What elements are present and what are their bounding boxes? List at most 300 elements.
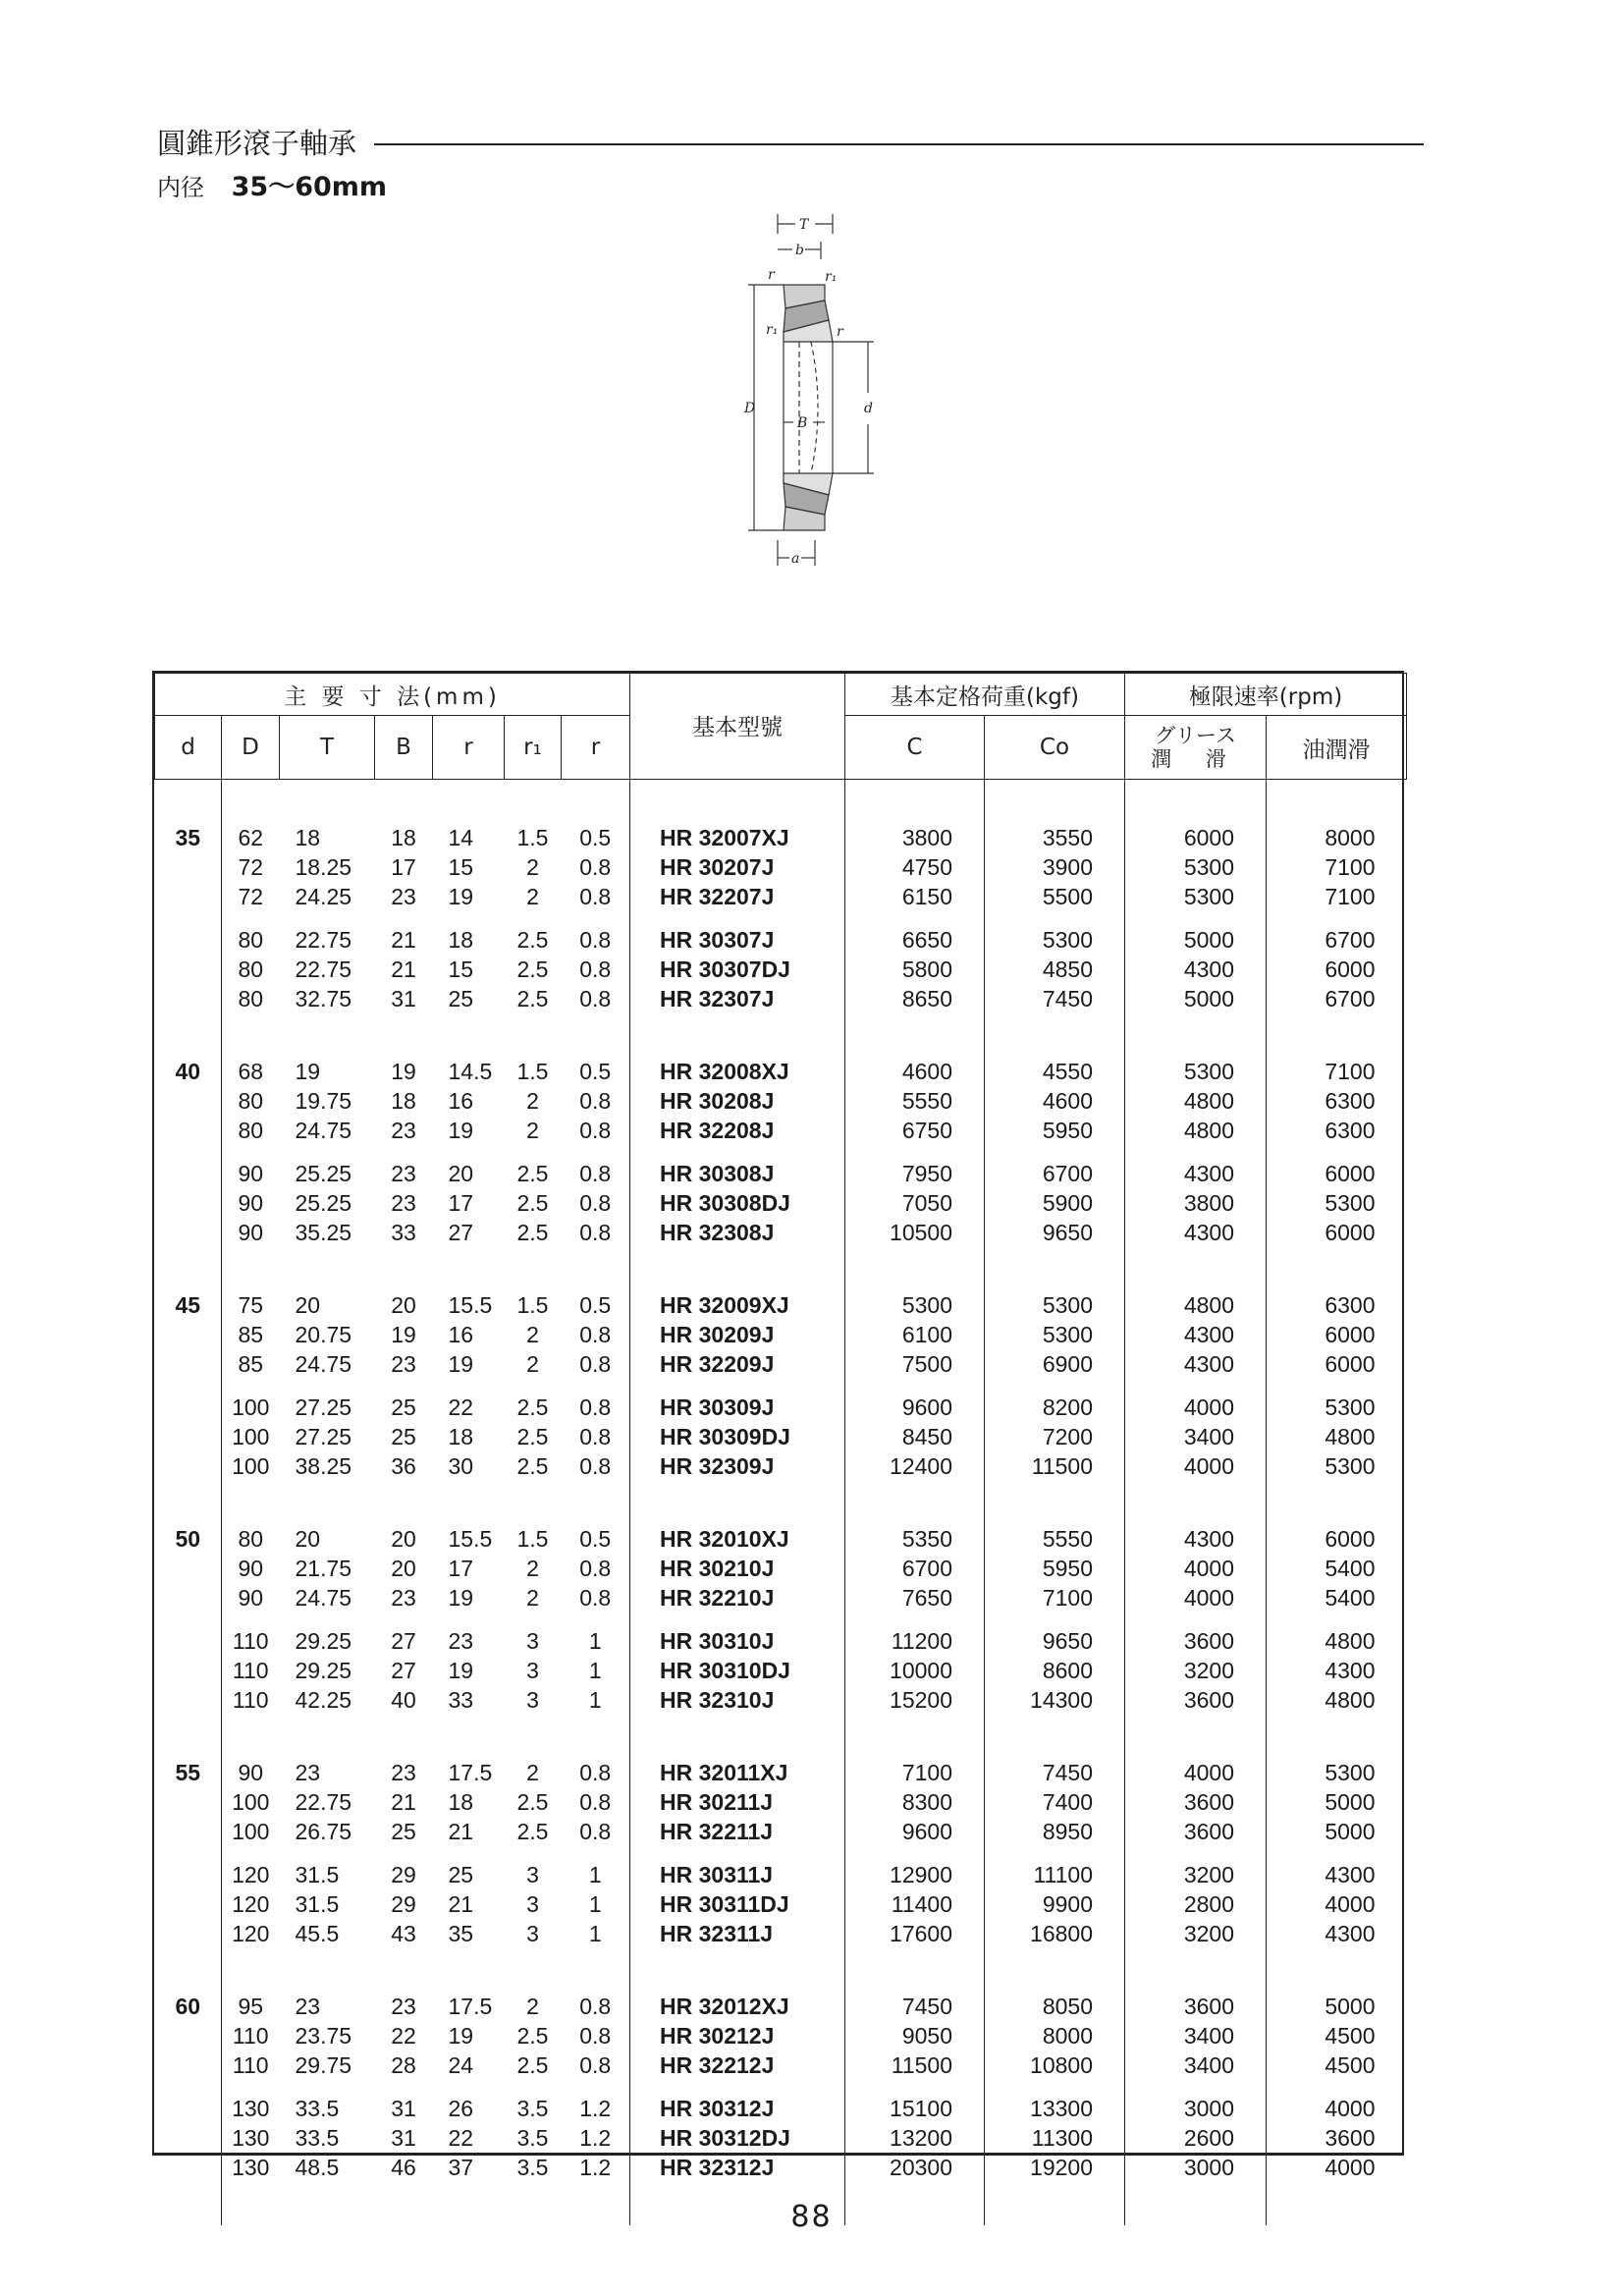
table-cell: 20: [295, 1292, 321, 1318]
table-cell: 120: [232, 1891, 270, 1917]
grease-line-2: 潤 滑: [1151, 747, 1240, 771]
table-cell: 26.75: [295, 1819, 352, 1844]
table-cell: 2: [526, 1351, 539, 1377]
table-cell: 45.5: [295, 1921, 340, 1946]
table-cell: 0.8: [579, 1190, 612, 1216]
table-cell: 5950: [1042, 1118, 1093, 1143]
table-cell: 5300: [901, 1292, 952, 1318]
table-cell: HR 30312J: [660, 2096, 775, 2121]
table-cell: 2600: [1183, 2125, 1234, 2151]
table-cell: 2.5: [516, 1424, 549, 1449]
table-cell: 7450: [901, 1994, 952, 2019]
table-cell: 31.5: [295, 1891, 340, 1917]
table-cell: 0.8: [579, 1220, 612, 1245]
table-cell: 33: [448, 1687, 474, 1713]
table-cell: 1: [588, 1921, 602, 1946]
spacer: [155, 1393, 222, 1422]
table-cell: 3.5: [516, 2155, 549, 2180]
table-cell: HR 30308DJ: [660, 1190, 790, 1216]
table-cell: 0.8: [579, 1118, 612, 1143]
table-cell: 3: [526, 1891, 539, 1917]
table-cell: 36: [391, 1453, 416, 1479]
table-cell: 4750: [901, 854, 952, 880]
table-cell: 100: [232, 1819, 270, 1844]
header-load-rating: 基本定格荷重(kgf): [845, 674, 1125, 716]
table-cell: HR 30310DJ: [660, 1658, 790, 1683]
col-Co: [985, 780, 1125, 2226]
table-cell: 6700: [1042, 1161, 1093, 1186]
bearing-table: [152, 671, 1404, 2180]
table-cell: 6000: [1325, 1351, 1376, 1377]
table-cell: 120: [232, 1862, 270, 1887]
table-cell: 5400: [1325, 1585, 1376, 1611]
table-cell: 3: [526, 1862, 539, 1887]
table-cell: 110: [232, 2023, 269, 2049]
table-cell: 3000: [1183, 2155, 1234, 2180]
table-cell: HR 30310J: [660, 1628, 775, 1654]
table-cell: 6000: [1325, 1526, 1376, 1552]
spacer: [155, 1451, 222, 1481]
table-cell: 16: [448, 1088, 474, 1114]
table-cell: 4500: [1325, 2052, 1376, 2078]
table-cell: 6700: [1325, 986, 1376, 1011]
table-cell: 22: [448, 2125, 474, 2151]
table-cell: 18.25: [295, 854, 352, 880]
table-cell: 6700: [901, 1556, 952, 1581]
table-cell: HR 30309DJ: [660, 1424, 790, 1449]
table-cell: 4800: [1325, 1687, 1376, 1713]
table-cell: 23: [448, 1628, 474, 1654]
table-cell: 4000: [1183, 1760, 1234, 1785]
table-cell: 5800: [901, 957, 952, 982]
table-cell: 1.5: [516, 1292, 549, 1318]
table-cell: 2: [526, 884, 539, 909]
spacer: [155, 955, 222, 984]
table-cell: 15.5: [448, 1526, 493, 1552]
table-cell: 23: [391, 1760, 416, 1785]
table-cell: 3800: [1183, 1190, 1234, 1216]
table-cell: 23.75: [295, 2023, 352, 2049]
table-cell: 8950: [1042, 1819, 1093, 1844]
col-header-C: C: [845, 716, 985, 780]
col-header-grease: [1125, 716, 1267, 780]
table-cell: 46: [391, 2155, 416, 2180]
table-cell: 11500: [891, 2052, 952, 2078]
table-cell: 7100: [1325, 854, 1376, 880]
table-cell: 21: [391, 957, 416, 982]
table-cell: 4800: [1325, 1628, 1376, 1654]
table-cell: 22: [391, 2023, 416, 2049]
table-cell: 9600: [901, 1819, 952, 1844]
col-header-B: B: [375, 716, 433, 780]
table-cell: 3600: [1325, 2125, 1376, 2151]
col-D: [222, 780, 280, 2226]
table-cell: 11400: [891, 1891, 952, 1917]
table-cell: 14300: [1030, 1687, 1093, 1713]
table-cell: 8450: [901, 1424, 952, 1449]
table-cell: 35: [448, 1921, 474, 1946]
table-cell: HR 32309J: [660, 1453, 775, 1479]
table-cell: 23: [391, 1585, 416, 1611]
table-cell: 23: [295, 1994, 321, 2019]
table-cell: 23: [391, 1118, 416, 1143]
table-cell: 2.5: [516, 957, 549, 982]
table-cell: 29.25: [295, 1628, 352, 1654]
table-cell: 29: [391, 1891, 416, 1917]
table-cell: 8600: [1042, 1658, 1093, 1683]
table-cell: 48.5: [295, 2155, 340, 2180]
table-cell: 0.8: [579, 2023, 612, 2049]
table-cell: 5300: [1042, 1322, 1093, 1347]
table-cell: 11200: [891, 1628, 952, 1654]
table-cell: 4000: [1183, 1394, 1234, 1420]
bore-diameter: 45: [175, 1292, 201, 1318]
table-cell: 22: [448, 1394, 474, 1420]
bore-diameter: 40: [175, 1059, 201, 1084]
table-cell: HR 30208J: [660, 1088, 775, 1114]
col-d: [155, 780, 222, 2226]
table-cell: 0.8: [579, 2052, 612, 2078]
table-cell: 17.5: [448, 1994, 493, 2019]
table-cell: 0.8: [579, 1556, 612, 1581]
table-cell: 18: [295, 825, 321, 850]
table-cell: 3600: [1183, 1687, 1234, 1713]
table-cell: 25: [448, 986, 474, 1011]
diagram-label-B: B: [797, 415, 808, 431]
table-cell: 7450: [1042, 986, 1093, 1011]
table-cell: 15: [448, 854, 474, 880]
diagram-label-T: T: [799, 217, 809, 233]
subtitle-label: 内径: [157, 174, 204, 201]
table-cell: 7450: [1042, 1760, 1093, 1785]
table-cell: 5300: [1042, 927, 1093, 953]
table-cell: 6000: [1325, 1322, 1376, 1347]
table-cell: 5300: [1325, 1453, 1376, 1479]
table-cell: 4300: [1183, 1220, 1234, 1245]
table-cell: 33.5: [295, 2125, 340, 2151]
table-cell: 7100: [901, 1760, 952, 1785]
table-cell: 0.8: [579, 1351, 612, 1377]
table-cell: 2: [526, 1760, 539, 1785]
table-cell: 4800: [1183, 1118, 1234, 1143]
diagram-label-a: a: [791, 551, 800, 567]
table-cell: 75: [238, 1292, 264, 1318]
table-cell: 24.25: [295, 884, 352, 909]
table-cell: 19: [295, 1059, 321, 1084]
table-cell: 3: [526, 1628, 539, 1654]
table-cell: 18: [448, 1789, 474, 1815]
header-model: 基本型號: [630, 674, 845, 780]
spacer: [155, 1656, 222, 1685]
table-cell: 1.5: [516, 1059, 549, 1084]
title-rule: [374, 143, 1424, 145]
table-cell: 4550: [1042, 1059, 1093, 1084]
table-cell: 27.25: [295, 1424, 352, 1449]
table-cell: 90: [238, 1190, 264, 1216]
col-header-r: r: [433, 716, 505, 780]
table-cell: 3600: [1183, 1628, 1234, 1654]
table-cell: 0.5: [579, 1059, 612, 1084]
table-cell: 10500: [890, 1220, 952, 1245]
table-cell: 4600: [901, 1059, 952, 1084]
table-cell: 0.8: [579, 854, 612, 880]
table-cell: 25: [448, 1862, 474, 1887]
table-cell: 4000: [1183, 1453, 1234, 1479]
table-cell: 1.2: [579, 2096, 612, 2121]
table-cell: 5000: [1325, 1994, 1376, 2019]
table-cell: 19.75: [295, 1088, 352, 1114]
table-cell: 8000: [1325, 825, 1376, 850]
table-cell: 3600: [1183, 1994, 1234, 2019]
table-cell: HR 32312J: [660, 2155, 775, 2180]
table-cell: 4500: [1325, 2023, 1376, 2049]
table-cell: 10800: [1030, 2052, 1093, 2078]
table-cell: 20.75: [295, 1322, 352, 1347]
table-cell: 9650: [1042, 1628, 1093, 1654]
table-cell: 1.2: [579, 2155, 612, 2180]
spacer: [155, 1422, 222, 1451]
table-cell: 28: [391, 2052, 416, 2078]
table-cell: HR 32011XJ: [660, 1760, 788, 1785]
table-cell: 2.5: [516, 1190, 549, 1216]
bearing-diagram: [727, 206, 913, 579]
title-row: [157, 122, 1424, 162]
spacer: [155, 2050, 222, 2080]
table-cell: 13200: [890, 2125, 952, 2151]
spacer: [155, 1086, 222, 1116]
diagram-label-d: d: [864, 401, 873, 416]
table-cell: 3400: [1183, 2052, 1234, 2078]
table-cell: 5300: [1042, 1292, 1093, 1318]
table-cell: 16: [448, 1322, 474, 1347]
table-cell: 25.25: [295, 1190, 352, 1216]
table-cell: 4300: [1183, 1526, 1234, 1552]
diagram-label-r-top: r: [768, 267, 775, 283]
spacer: [155, 852, 222, 882]
spacer: [155, 1116, 222, 1145]
table-cell: 15100: [890, 2096, 952, 2121]
table-cell: 13300: [1030, 2096, 1093, 2121]
table-cell: 12400: [890, 1453, 952, 1479]
table-cell: 7050: [901, 1190, 952, 1216]
table-cell: 3000: [1183, 2096, 1234, 2121]
table-cell: 0.8: [579, 1322, 612, 1347]
diagram-label-r1-left: r₁: [766, 322, 779, 338]
table-cell: 6900: [1042, 1351, 1093, 1377]
table-cell: 20: [295, 1526, 321, 1552]
table-cell: 2.5: [516, 1220, 549, 1245]
table-cell: 10000: [890, 1658, 952, 1683]
table-cell: HR 30311J: [660, 1862, 774, 1887]
table-cell: 30: [448, 1453, 474, 1479]
spacer: [155, 2094, 222, 2123]
table-cell: 7950: [901, 1161, 952, 1186]
table-cell: 27.25: [295, 1394, 352, 1420]
table-cell: HR 30209J: [660, 1322, 775, 1347]
table-cell: 2: [526, 1322, 539, 1347]
table-cell: 2: [526, 1118, 539, 1143]
table-cell: 21.75: [295, 1556, 352, 1581]
col-header-d: d: [155, 716, 222, 780]
table-cell: 7400: [1042, 1789, 1093, 1815]
table-cell: 19: [448, 2023, 474, 2049]
table-cell: 5000: [1325, 1789, 1376, 1815]
table-cell: 6150: [901, 884, 952, 909]
table-cell: 22.75: [295, 927, 352, 953]
table-cell: 110: [232, 2052, 269, 2078]
table-cell: 62: [238, 825, 264, 850]
table-cell: 3200: [1183, 1862, 1234, 1887]
table-cell: 31: [391, 2125, 416, 2151]
spacer: [155, 1320, 222, 1349]
table-cell: 3600: [1183, 1819, 1234, 1844]
table-cell: 2: [526, 1088, 539, 1114]
table-cell: 90: [238, 1760, 264, 1785]
spacer: [155, 1188, 222, 1218]
col-r: [433, 780, 505, 2226]
col-header-D: D: [222, 716, 280, 780]
table-cell: 3.5: [516, 2096, 549, 2121]
table-cell: 80: [238, 957, 264, 982]
table-cell: 3800: [901, 825, 952, 850]
table-cell: 20300: [890, 2155, 952, 2180]
table-cell: HR 30307J: [660, 927, 775, 953]
table-cell: 0.8: [579, 1819, 612, 1844]
table-cell: 95: [238, 1994, 264, 2019]
table-cell: 80: [238, 986, 264, 1011]
table-cell: 1.2: [579, 2125, 612, 2151]
table-cell: HR 32009XJ: [660, 1292, 789, 1318]
table-cell: 18: [391, 1088, 416, 1114]
table-cell: 3400: [1183, 1424, 1234, 1449]
table-cell: 4000: [1325, 2096, 1376, 2121]
header-speed-limit: 極限速率(rpm): [1125, 674, 1407, 716]
col-C: [845, 780, 985, 2226]
table-cell: 18: [448, 927, 474, 953]
table-cell: 80: [238, 927, 264, 953]
table-cell: 80: [238, 1088, 264, 1114]
table-cell: HR 30212J: [660, 2023, 775, 2049]
table-cell: 4600: [1042, 1088, 1093, 1114]
table-cell: 1: [588, 1687, 602, 1713]
table-cell: 0.8: [579, 1453, 612, 1479]
table-cell: 68: [238, 1059, 264, 1084]
table-cell: HR 32012XJ: [660, 1994, 789, 2019]
table-cell: 8050: [1042, 1994, 1093, 2019]
table-cell: 11300: [1031, 2125, 1093, 2151]
table-cell: 2.5: [516, 2023, 549, 2049]
table-cell: 24.75: [295, 1118, 352, 1143]
col-r1: [505, 780, 562, 2226]
table-cell: 0.8: [579, 957, 612, 982]
table-cell: 2.5: [516, 1161, 549, 1186]
table-cell: 3: [526, 1658, 539, 1683]
table-cell: HR 30308J: [660, 1161, 775, 1186]
page-title: 圓錐形滾子軸承: [157, 127, 357, 160]
table-cell: 17600: [890, 1921, 952, 1946]
spacer: [155, 925, 222, 955]
table-cell: 6000: [1325, 957, 1376, 982]
table-cell: 0.5: [579, 1526, 612, 1552]
table-cell: 9050: [901, 2023, 952, 2049]
spacer: [155, 1817, 222, 1846]
table-cell: 5300: [1325, 1760, 1376, 1785]
table-cell: 4300: [1183, 1322, 1234, 1347]
header-main-dimensions: 主 要 寸 法(mm): [155, 674, 630, 716]
table-cell: 3400: [1183, 2023, 1234, 2049]
col-header-r2: r: [562, 716, 630, 780]
table-cell: 110: [232, 1658, 269, 1683]
table-cell: 1: [588, 1628, 602, 1654]
table-cell: 110: [232, 1687, 269, 1713]
table-cell: 23: [391, 1994, 416, 2019]
table-cell: 17: [448, 1190, 474, 1216]
table-cell: 23: [391, 1161, 416, 1186]
grease-line-1: グリース: [1155, 724, 1236, 747]
diagram-label-D: D: [744, 401, 756, 416]
table-cell: HR 32212J: [660, 2052, 775, 2078]
spacer: [155, 1626, 222, 1656]
table-cell: 0.8: [579, 1789, 612, 1815]
table-cell: 5300: [1183, 854, 1234, 880]
page-number: 88: [790, 2200, 833, 2234]
table-cell: 29.75: [295, 2052, 352, 2078]
bore-diameter: 35: [175, 825, 201, 850]
table-cell: 22.75: [295, 957, 352, 982]
col-r2: [562, 780, 630, 2226]
table-cell: 7200: [1042, 1424, 1093, 1449]
table-cell: 72: [238, 854, 264, 880]
table-cell: 21: [448, 1819, 474, 1844]
table-cell: 7100: [1325, 884, 1376, 909]
table-cell: 37: [448, 2155, 474, 2180]
spacer: [155, 1919, 222, 1948]
table-cell: 31: [391, 2096, 416, 2121]
spacer: [155, 1554, 222, 1583]
table-cell: 20: [391, 1526, 416, 1552]
table-cell: 2.5: [516, 1394, 549, 1420]
table-cell: 6100: [901, 1322, 952, 1347]
table-cell: 5350: [901, 1526, 952, 1552]
table-cell: 19: [448, 1658, 474, 1683]
table-cell: 0.5: [579, 1292, 612, 1318]
table-cell: 23: [295, 1760, 321, 1785]
table-cell: 22.75: [295, 1789, 352, 1815]
table-cell: 4300: [1183, 1351, 1234, 1377]
table-cell: HR 32210J: [660, 1585, 775, 1611]
table-cell: 27: [391, 1658, 416, 1683]
table-cell: 120: [232, 1921, 270, 1946]
table-cell: 6650: [901, 927, 952, 953]
table-cell: HR 32007XJ: [660, 825, 789, 850]
spacer: [155, 1218, 222, 1247]
table-cell: 38.25: [295, 1453, 352, 1479]
table-cell: 6300: [1325, 1292, 1376, 1318]
diagram-label-r1-top: r₁: [825, 269, 838, 285]
table-cell: HR 32311J: [660, 1921, 774, 1946]
table-cell: 5400: [1325, 1556, 1376, 1581]
spacer: [155, 1583, 222, 1613]
table-cell: 2.5: [516, 1789, 549, 1815]
table-cell: 3.5: [516, 2125, 549, 2151]
table-cell: 9650: [1042, 1220, 1093, 1245]
table-cell: 80: [238, 1118, 264, 1143]
table-cell: 31: [391, 986, 416, 1011]
table-cell: 25: [391, 1394, 416, 1420]
table-cell: 5000: [1183, 927, 1234, 953]
table-body-row: [155, 780, 1407, 2226]
table-cell: 100: [232, 1453, 270, 1479]
